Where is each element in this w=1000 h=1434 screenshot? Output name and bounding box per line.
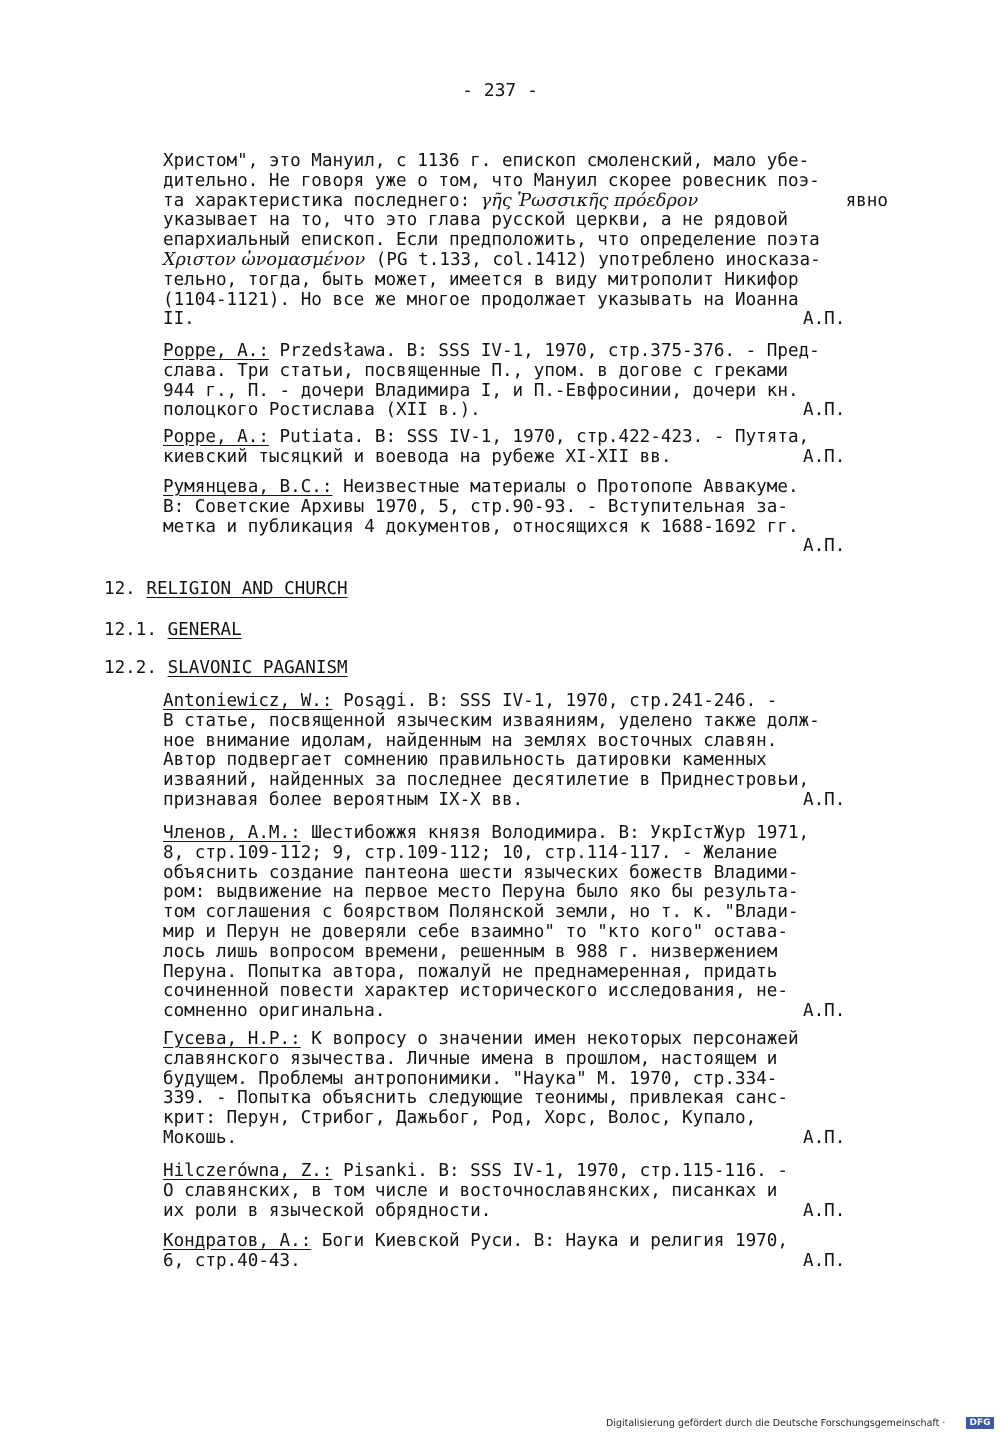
text-line: Христом", это Мануил, с 1136 г. епископ смоленский, мало убе- xyxy=(163,151,810,171)
text-fragment: киевский тысяцкий и воевода на рубеже XI-XII вв. xyxy=(163,446,672,467)
section-heading xyxy=(104,579,348,599)
bibliography-entry xyxy=(163,1232,903,1272)
text-line: сомненно оригинальна. xyxy=(163,1001,386,1022)
text-line: ром: выдвижение на первое место Перуна было яко бы результа- xyxy=(163,882,799,903)
text-line: слава. Три статьи, посвященные П., упом. в догове с греками xyxy=(163,360,788,381)
text-fragment: явно xyxy=(835,190,888,211)
text-line xyxy=(163,478,903,498)
signature-initials: А.П. xyxy=(803,1001,846,1022)
text-fragment: II. xyxy=(163,309,195,330)
text-line xyxy=(163,1252,903,1272)
dfg-logo: DFG xyxy=(966,1417,994,1429)
text-fragment: 6, стр.40-43. xyxy=(163,1250,301,1271)
text-fragment: Posągi. В: SSS IV-1, 1970, стр.241-246. - xyxy=(332,691,778,711)
text-line: ное внимание идолам, найденным на землях восточных славян. xyxy=(163,730,778,751)
signature-initials: А.П. xyxy=(803,446,846,467)
text-line xyxy=(163,428,903,448)
text-fragment: Шестибожжя князя Володимира. В: УкрІстЖур 1971, xyxy=(300,823,810,843)
page-number: - 237 - xyxy=(462,80,538,101)
entry-author: Румянцева, В.С.: xyxy=(163,477,333,497)
text-line xyxy=(163,342,903,362)
text-line: Автор подвергает сомнению правильность датировки каменных xyxy=(163,750,767,771)
bibliography-entry xyxy=(163,478,903,557)
text-line xyxy=(163,448,903,468)
text-line xyxy=(163,1030,903,1050)
section-number: 12.1. xyxy=(104,620,157,640)
entry-author: Членов, А.М.: xyxy=(163,823,301,843)
text-line: В статье, посвященной языческим изваяниям, уделено также долж- xyxy=(163,710,820,731)
section-heading xyxy=(104,658,348,678)
bibliography-entry xyxy=(163,428,903,468)
signature-initials: А.П. xyxy=(803,789,846,810)
text-fragment: Боги Киевской Руси. В: Наука и религия 1970, xyxy=(311,1231,788,1251)
entry-author: Poppe, A.: xyxy=(163,427,269,447)
text-line: мир и Перун не доверяли себе взаимно" то "кто кого" остава- xyxy=(163,921,788,942)
text-line: дительно. Не говоря уже о том, что Мануил скорее ровесник поэ- xyxy=(163,170,820,191)
text-line: (1104-1121). Но все же многое продолжает указывать на Иоанна xyxy=(163,289,799,310)
text-fragment: сочиненной повести характер исторического исследования, не- xyxy=(163,981,788,1002)
text-line xyxy=(163,537,903,557)
text-line xyxy=(163,1162,903,1182)
signature-initials: А.П. xyxy=(803,536,846,557)
digitization-credit: Digitalisierung gefördert durch die Deutsche Forschungsgemeinschaft · xyxy=(606,1418,946,1429)
text-fragment: полоцкого Ростислава (XII в.). xyxy=(163,400,481,421)
text-line: В: Советские Архивы 1970, 5, стр.90-93. - Вступительная за- xyxy=(163,496,788,517)
signature-initials: А.П. xyxy=(803,1127,846,1148)
text-line xyxy=(163,1202,903,1222)
text-line xyxy=(163,251,903,271)
text-fragment: Putiata. В: SSS IV-1, 1970, стр.422-423. - Путята, xyxy=(268,427,810,447)
greek-phrase: γῆς Ῥωσσικῆς πρόεδρον xyxy=(480,190,699,211)
text-line xyxy=(163,791,903,811)
text-fragment: Pisanki. В: SSS IV-1, 1970, стр.115-116. - xyxy=(332,1161,788,1181)
text-line: епархиальный епископ. Если предположить, что определение поэта xyxy=(163,230,820,251)
text-fragment: Неизвестные материалы о Протопопе Аввакуме. xyxy=(332,477,799,497)
section-title: SLAVONIC PAGANISM xyxy=(167,658,348,678)
bibliography-entry xyxy=(163,342,903,421)
section-heading xyxy=(104,620,242,640)
greek-phrase: Χριστον ὠνομασμένον xyxy=(163,249,366,270)
text-fragment: (PG t.133, col.1412) употреблено иносказа- xyxy=(365,249,821,270)
text-line xyxy=(163,1232,903,1252)
text-fragment: признавая более вероятным IX-X вв. xyxy=(163,789,524,810)
text-fragment: та характеристика последнего: xyxy=(163,190,481,211)
entry-author: Кондратов, А.: xyxy=(163,1231,312,1251)
section-number: 12. xyxy=(104,579,136,599)
text-line xyxy=(163,824,903,844)
entry-author: Poppe, A.: xyxy=(163,341,269,361)
section-title: GENERAL xyxy=(167,620,242,640)
text-line xyxy=(163,692,903,712)
signature-initials: А.П. xyxy=(803,1200,846,1221)
text-line: том соглашения с боярством Полянской земли, но т. к. "Влади- xyxy=(163,902,799,923)
text-line: тельно, тогда, быть может, имеется в виду митрополит Никифор xyxy=(163,269,799,290)
text-fragment: Przedsława. В: SSS IV-1, 1970, стр.375-376. - Пред- xyxy=(268,341,820,361)
entry-author: Гусева, Н.Р.: xyxy=(163,1029,301,1049)
bibliography-entry xyxy=(163,1030,903,1149)
bibliography-entry xyxy=(163,824,903,1022)
bibliography-entry xyxy=(163,1162,903,1221)
section-title: RELIGION AND CHURCH xyxy=(146,579,348,599)
text-line: О славянских, в том числе и восточнославянских, писанках и xyxy=(163,1180,778,1201)
text-line: изваяний, найденных за последнее десятилетие в Приднестровьи, xyxy=(163,770,810,791)
text-line: лось лишь вопросом времени, решенным в 988 г. низвержением xyxy=(163,941,778,962)
signature-initials: А.П. xyxy=(803,1250,846,1271)
entry-author: Antoniewicz, W.: xyxy=(163,691,333,711)
section-number: 12.2. xyxy=(104,658,157,678)
text-line: указывает на то, что это глава русской церкви, а не рядовой xyxy=(163,210,788,231)
text-line xyxy=(163,310,903,330)
signature-initials: А.П. xyxy=(803,400,846,421)
text-fragment: крит: Перун, Стрибог, Дажьбог, Род, Хорс, Волос, Купало, xyxy=(163,1108,757,1129)
text-line xyxy=(163,401,903,421)
text-line: Мокошь. xyxy=(163,1127,238,1148)
entry-author: Hilczerówna, Z.: xyxy=(163,1161,333,1181)
text-line: объяснить создание пантеона шести языческих божеств Владими- xyxy=(163,862,799,883)
continuation-paragraph xyxy=(163,152,903,330)
signature-initials: А.П. xyxy=(803,309,846,330)
text-line: 8, стр.109-112; 9, стр.109-112; 10, стр.114-117. - Желание xyxy=(163,842,778,863)
text-line: 339. - Попытка объяснить следующие теонимы, привлекая санс- xyxy=(163,1088,788,1109)
bibliography-entry xyxy=(163,692,903,811)
text-fragment: К вопросу о значении имен некоторых персонажей xyxy=(300,1029,799,1049)
text-line: будущем. Проблемы антропонимики. "Наука" М. 1970, стр.334- xyxy=(163,1068,778,1089)
text-fragment: их роли в языческой обрядности. xyxy=(163,1200,492,1221)
text-line: метка и публикация 4 документов, относящихся к 1688-1692 гг. xyxy=(163,516,799,537)
text-line: 944 г., П. - дочери Владимира I, и П.-Евфросинии, дочери кн. xyxy=(163,380,799,401)
text-line xyxy=(163,192,903,212)
text-line: славянского язычества. Личные имена в прошлом, настоящем и xyxy=(163,1048,778,1069)
text-line: Перуна. Попытка автора, пожалуй не преднамеренная, придать xyxy=(163,961,778,982)
